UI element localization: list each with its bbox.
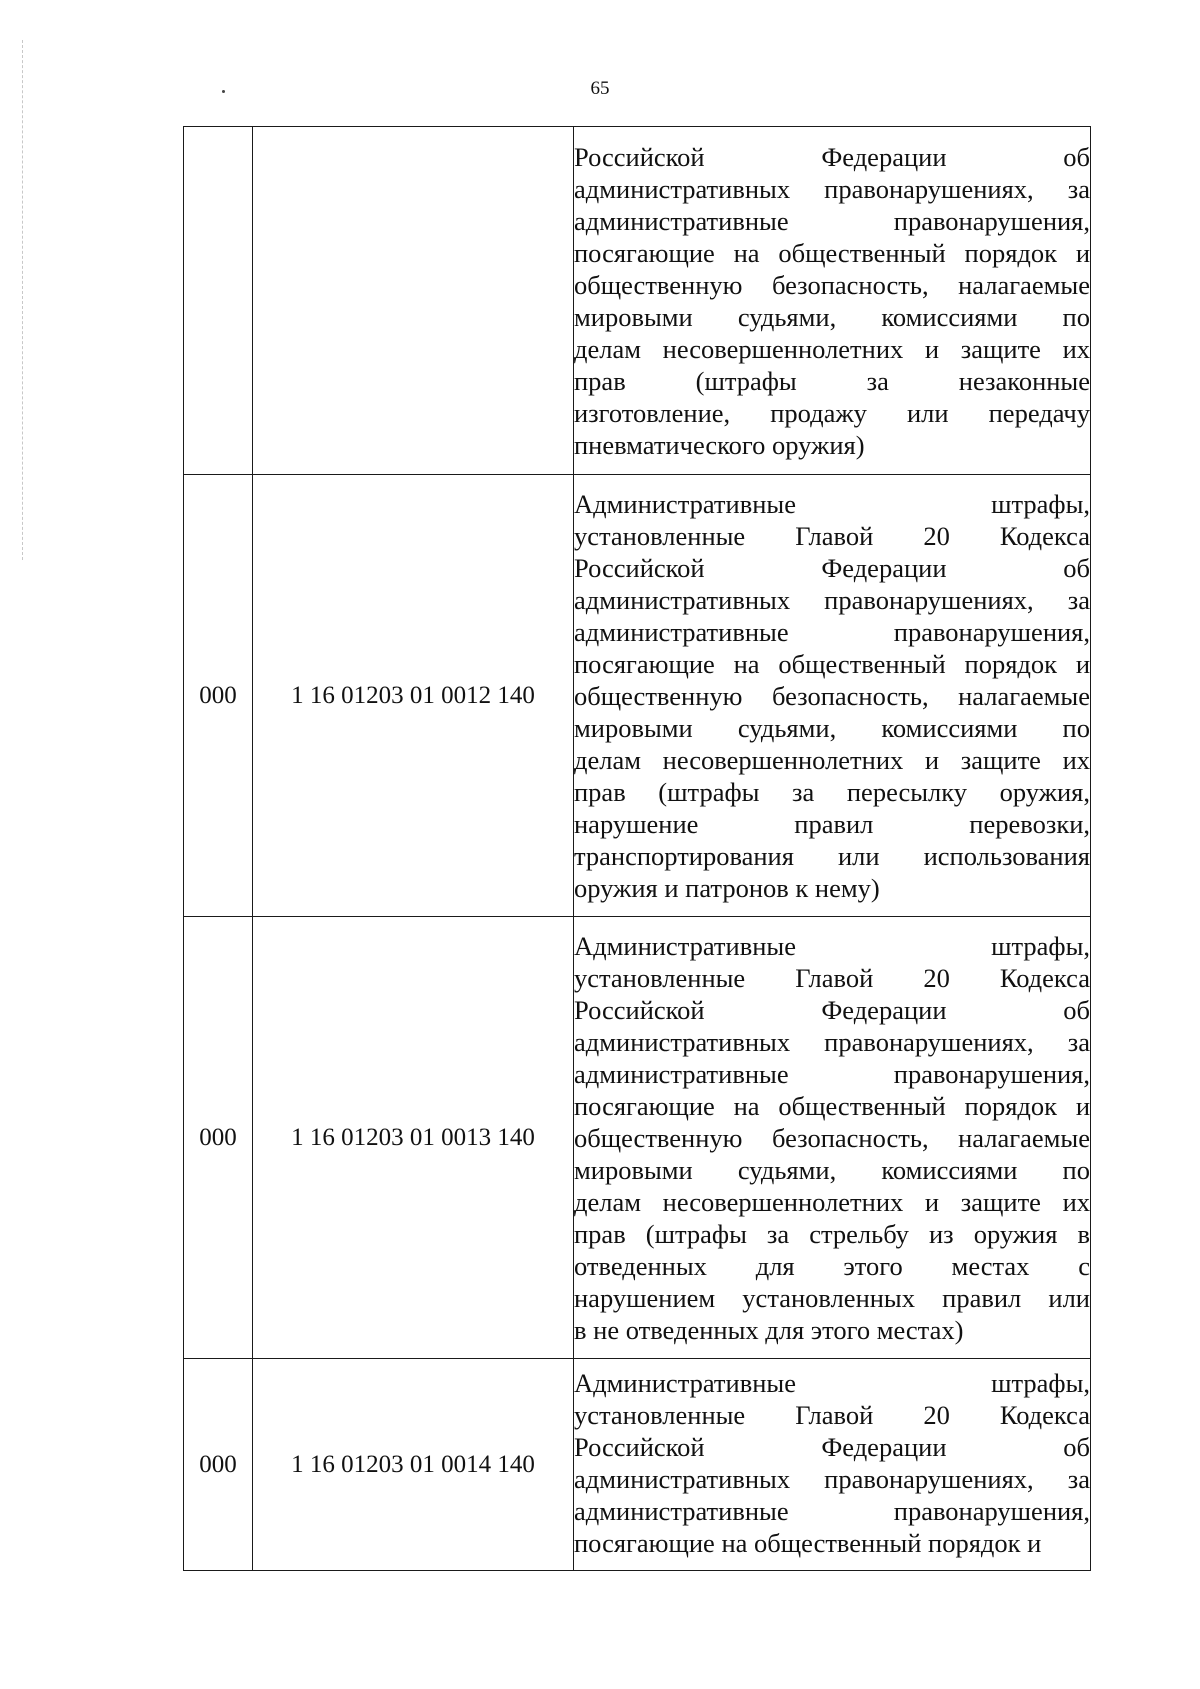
description-line: установленные Главой 20 Кодекса bbox=[574, 962, 1090, 993]
description-line: нарушением установленных правил или bbox=[574, 1282, 1090, 1313]
description-line: мировыми судьями, комиссиями по bbox=[574, 1154, 1090, 1185]
description-line: делам несовершеннолетних и защите их bbox=[574, 744, 1090, 775]
kbk-code-cell bbox=[253, 127, 574, 475]
description-line: мировыми судьями, комиссиями по bbox=[574, 301, 1090, 332]
description-text bbox=[574, 488, 1090, 904]
table-row bbox=[184, 1359, 1091, 1571]
description-line: посягающие на общественный порядок и bbox=[574, 237, 1090, 268]
description-line: установленные Главой 20 Кодекса bbox=[574, 1399, 1090, 1430]
description-cell bbox=[574, 1359, 1091, 1571]
admin-code-cell: 000 bbox=[184, 917, 253, 1359]
admin-code-cell bbox=[184, 127, 253, 475]
description-text bbox=[574, 141, 1090, 461]
description-cell bbox=[574, 475, 1091, 917]
description-text bbox=[574, 1367, 1090, 1559]
description-line: посягающие на общественный порядок и bbox=[574, 1527, 1042, 1558]
description-line: административные правонарушения, bbox=[574, 1058, 1090, 1089]
description-line: Административные штрафы, bbox=[574, 488, 1090, 519]
description-line: административные правонарушения, bbox=[574, 616, 1090, 647]
description-line: делам несовершеннолетних и защите их bbox=[574, 1186, 1090, 1217]
admin-code-cell: 000 bbox=[184, 1359, 253, 1571]
description-line: административных правонарушениях, за bbox=[574, 584, 1090, 615]
description-line: прав (штрафы за незаконные bbox=[574, 365, 1090, 396]
description-line: пневматического оружия) bbox=[574, 429, 865, 460]
description-line: отведенных для этого местах с bbox=[574, 1250, 1090, 1281]
description-line: посягающие на общественный порядок и bbox=[574, 648, 1090, 679]
budget-codes-table bbox=[183, 126, 1091, 1571]
description-line: Российской Федерации об bbox=[574, 1431, 1090, 1462]
description-line: установленные Главой 20 Кодекса bbox=[574, 520, 1090, 551]
description-line: прав (штрафы за пересылку оружия, bbox=[574, 776, 1090, 807]
description-line: нарушение правил перевозки, bbox=[574, 808, 1090, 839]
description-line: Административные штрафы, bbox=[574, 930, 1090, 961]
kbk-code-cell: 1 16 01203 01 0013 140 bbox=[253, 917, 574, 1359]
kbk-code-cell: 1 16 01203 01 0012 140 bbox=[253, 475, 574, 917]
kbk-code-cell: 1 16 01203 01 0014 140 bbox=[253, 1359, 574, 1571]
description-line: мировыми судьями, комиссиями по bbox=[574, 712, 1090, 743]
description-line: Российской Федерации об bbox=[574, 552, 1090, 583]
description-line: Административные штрафы, bbox=[574, 1367, 1090, 1398]
admin-code-cell: 000 bbox=[184, 475, 253, 917]
description-line: общественную безопасность, налагаемые bbox=[574, 269, 1090, 300]
description-line: административных правонарушениях, за bbox=[574, 1026, 1090, 1057]
description-line: Российской Федерации об bbox=[574, 994, 1090, 1025]
page-number: 65 bbox=[590, 78, 610, 99]
description-text bbox=[574, 930, 1090, 1346]
description-line: административные правонарушения, bbox=[574, 1495, 1090, 1526]
description-line: Российской Федерации об bbox=[574, 141, 1090, 172]
description-cell bbox=[574, 917, 1091, 1359]
description-line: административные правонарушения, bbox=[574, 205, 1090, 236]
description-line: оружия и патронов к нему) bbox=[574, 872, 880, 903]
description-line: общественную безопасность, налагаемые bbox=[574, 1122, 1090, 1153]
table-row bbox=[184, 127, 1091, 475]
description-line: общественную безопасность, налагаемые bbox=[574, 680, 1090, 711]
description-line: прав (штрафы за стрельбу из оружия в bbox=[574, 1218, 1090, 1249]
description-line: транспортирования или использования bbox=[574, 840, 1090, 871]
description-line: посягающие на общественный порядок и bbox=[574, 1090, 1090, 1121]
description-cell bbox=[574, 127, 1091, 475]
table-row bbox=[184, 917, 1091, 1359]
description-line: административных правонарушениях, за bbox=[574, 173, 1090, 204]
description-line: делам несовершеннолетних и защите их bbox=[574, 333, 1090, 364]
table-row bbox=[184, 475, 1091, 917]
description-line: изготовление, продажу или передачу bbox=[574, 397, 1090, 428]
description-line: в не отведенных для этого местах) bbox=[574, 1314, 964, 1345]
scan-edge-artifact bbox=[22, 40, 23, 560]
description-line: административных правонарушениях, за bbox=[574, 1463, 1090, 1494]
